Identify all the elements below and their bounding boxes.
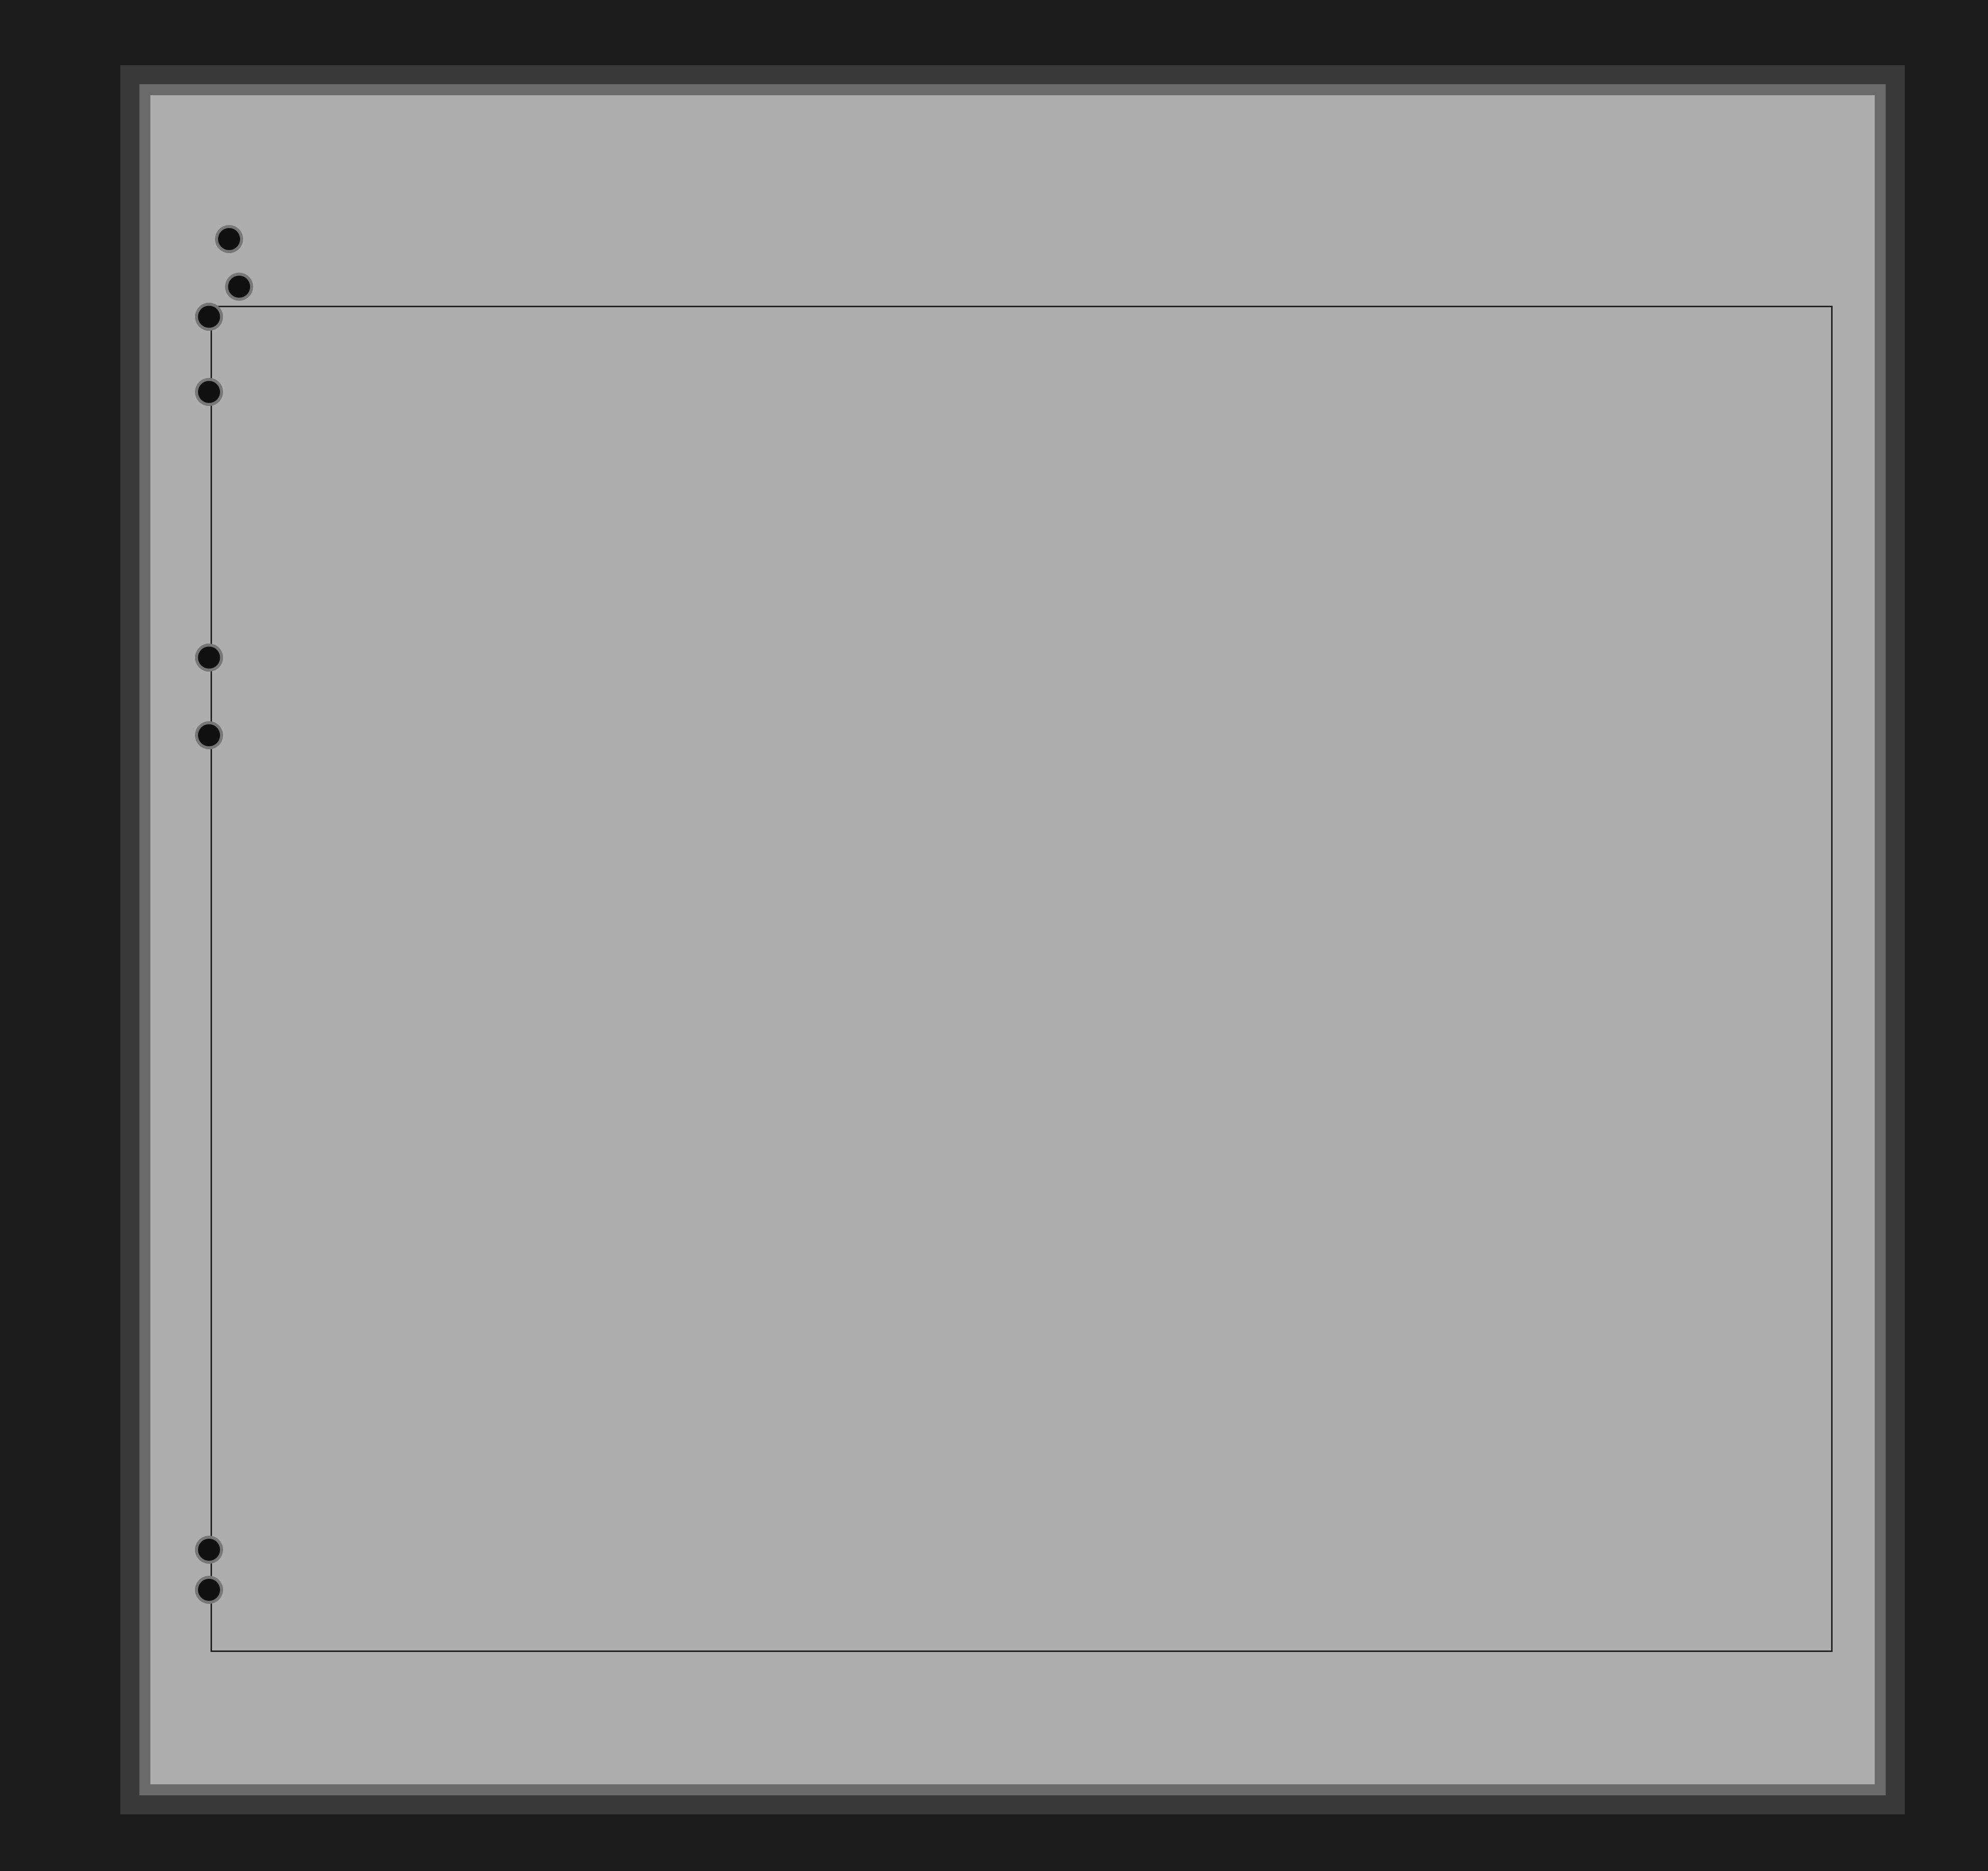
binder-hole [198,724,220,746]
binder-hole [198,647,220,669]
crew-table [211,306,1833,1652]
binder-hole [198,306,220,328]
binder-hole [198,1579,220,1601]
manifest-sheet [150,95,1875,1784]
sheet-number [1795,120,1815,139]
binder-hole [218,228,240,250]
binder-hole [198,381,220,403]
binder-hole [198,1539,220,1561]
vessel-line [241,273,1835,303]
binder-hole [228,276,250,298]
